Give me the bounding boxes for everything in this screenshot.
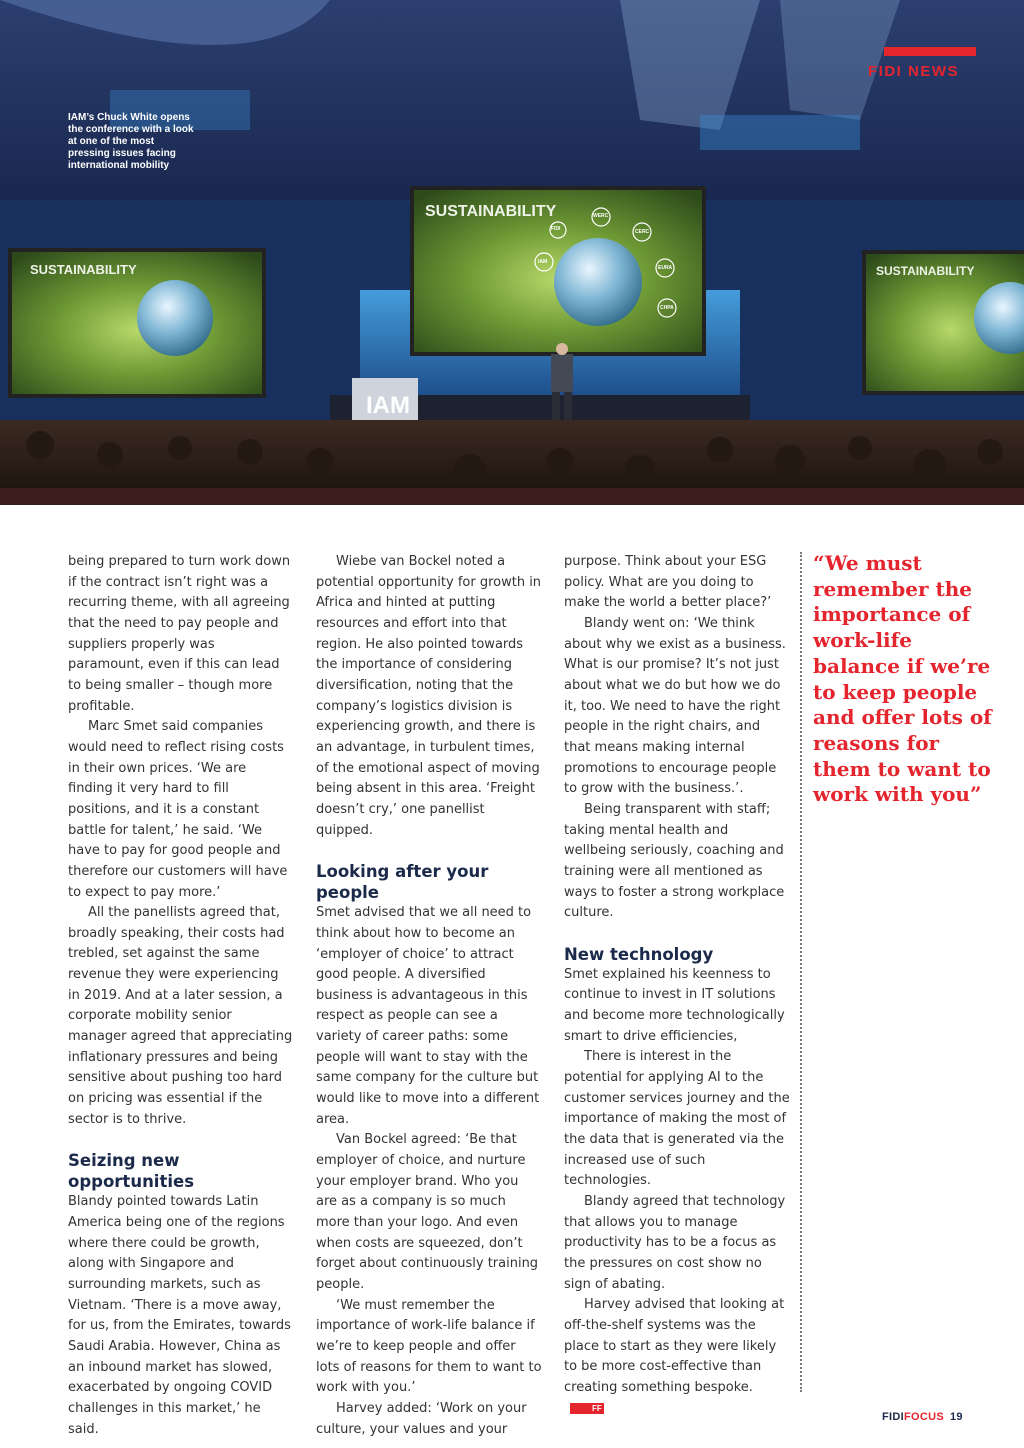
paragraph: Harvey added: ‘Work on your culture, your values and your [316, 1400, 527, 1437]
screen-title-left: SUSTAINABILITY [30, 262, 137, 277]
paragraph: Smet advised that we all need to think about how to become an ‘employer of choice’ to attract good people. A diversified business is advantageous in this respect as people can see a variety of career paths: some people will want to stay with the same company for the culture but would like to move into a different area. [316, 905, 540, 1127]
paragraph-final [564, 1295, 790, 1419]
paragraph: Being transparent with staff; taking mental health and wellbeing seriously, coaching and training were all mentioned as ways to foster a strong workplace culture. [564, 801, 785, 921]
paragraph: Blandy went on: ‘We think about why we exist as a business. What is our promise? It’s not just about what we do but how we do it, too. We need to have the right people in the right chairs, and that means making internal promotions to encourage people to grow with the business.’. [564, 615, 786, 797]
subheading-new-technology: New technology [564, 944, 714, 964]
paragraph: There is interest in the potential for applying AI to the customer services journey and the importance of making the most of the data that is generated via the increased use of such technologies. [564, 1049, 790, 1189]
paragraph-text: Harvey advised that looking at off-the-shelf systems was the place to start as they were likely to be more cost-effective than creating something bespoke. [564, 1297, 785, 1395]
hero-photo [0, 0, 1024, 505]
article-column-3 [564, 552, 790, 1419]
paragraph: Smet explained his keenness to continue to invest in IT solutions and become more technologically smart to drive efficiencies, [564, 966, 785, 1044]
screen-label-werc: WERC [593, 213, 609, 219]
section-accent-bar [884, 47, 976, 56]
article-column-2 [316, 552, 542, 1440]
screen-title-center: SUSTAINABILITY [425, 203, 557, 220]
screen-label-iam: IAM [538, 259, 548, 265]
pull-quote: “We must remember the importance of work-life balance if we’re to keep people and offer lots of reasons for them to want to work with you” [813, 551, 992, 807]
paragraph: Blandy agreed that technology that allows you to manage productivity has to be a focus as the pressures on cost show no sign of abating. [564, 1194, 786, 1292]
article-column-1 [68, 552, 294, 1440]
page-number: 19 [949, 1411, 963, 1423]
subheading-seizing-new-opportunities: Seizing new opportunities [68, 1151, 195, 1192]
paragraph: Wiebe van Bockel noted a potential opportunity for growth in Africa and hinted at putting resources and effort into that region. He also pointed towards the importance of considering diversification, noting that the company’s logistics division is experiencing growth, and there is an advantage, in turbulent times, of the emotional aspect of moving being absent in this area. ‘Freight doesn’t cry,’ one panellist quipped. [316, 554, 542, 838]
paragraph: purpose. Think about your ESG policy. What are you doing to make the world a better place?’ [564, 554, 772, 611]
screen-label-eura: EURA [658, 265, 673, 271]
paragraph: Blandy pointed towards Latin America being one of the regions where there could be growth, along with Singapore and surrounding markets, such as Vietnam. ‘There is a move away, for us, from the Emirates, towards Saudi Arabia. However, China as an inbound market has slowed, exacerbated by ongoing COVID challenges in this market,’ he said. [68, 1194, 291, 1437]
section-tag: FIDI NEWS [868, 63, 959, 80]
subheading-looking-after-your-people: Looking after your people [316, 862, 489, 903]
screen-title-right: SUSTAINABILITY [876, 264, 975, 278]
paragraph: being prepared to turn work down if the contract isn’t right was a recurring theme, with all agreeing that the need to pay people and suppliers properly was paramount, even if this can lead to being smaller – though more profitable. [68, 554, 291, 714]
screen-label-cerc: CERC [635, 229, 650, 235]
screen-label-fidi: FIDI [551, 226, 561, 232]
page-footer [882, 1411, 963, 1423]
paragraph: ‘We must remember the importance of work-life balance if we’re to keep people and offer lots of reasons for them to want to work with you.’ [316, 1297, 542, 1396]
podium-logo: IAM [366, 392, 410, 419]
photo-caption: IAM’s Chuck White opens the conference with a look at one of the most pressing issues facing international mobility [68, 112, 194, 171]
screen-label-chpa: CHPA [660, 305, 674, 311]
column-divider [800, 552, 802, 1392]
paragraph: Marc Smet said companies would need to reflect rising costs in their own prices. ‘We are finding it very hard to fill positions, and it is a constant battle for talent,’ he said. ‘We have to pay for good people and therefore our customers will have to expect to pay more.’ [68, 719, 288, 900]
end-mark-icon: FF [570, 1403, 604, 1414]
footer-brand-focus: FOCUS [903, 1411, 944, 1423]
paragraph: Van Bockel agreed: ‘Be that employer of choice, and nurture your employer brand. Who you are as a company is so much more than your logo. And even when costs are squeezed, don’t forget about continuously training people. [316, 1132, 539, 1292]
paragraph: All the panellists agreed that, broadly speaking, their costs had trebled, set against the same revenue they were experiencing in 2019. And at a later session, a corporate mobility senior manager agreed that appreciating inflationary pressures and being sensitive about pushing too hard on pricing was essential if the sector is to thrive. [68, 905, 293, 1127]
footer-brand-fidi: FIDI [882, 1411, 904, 1423]
